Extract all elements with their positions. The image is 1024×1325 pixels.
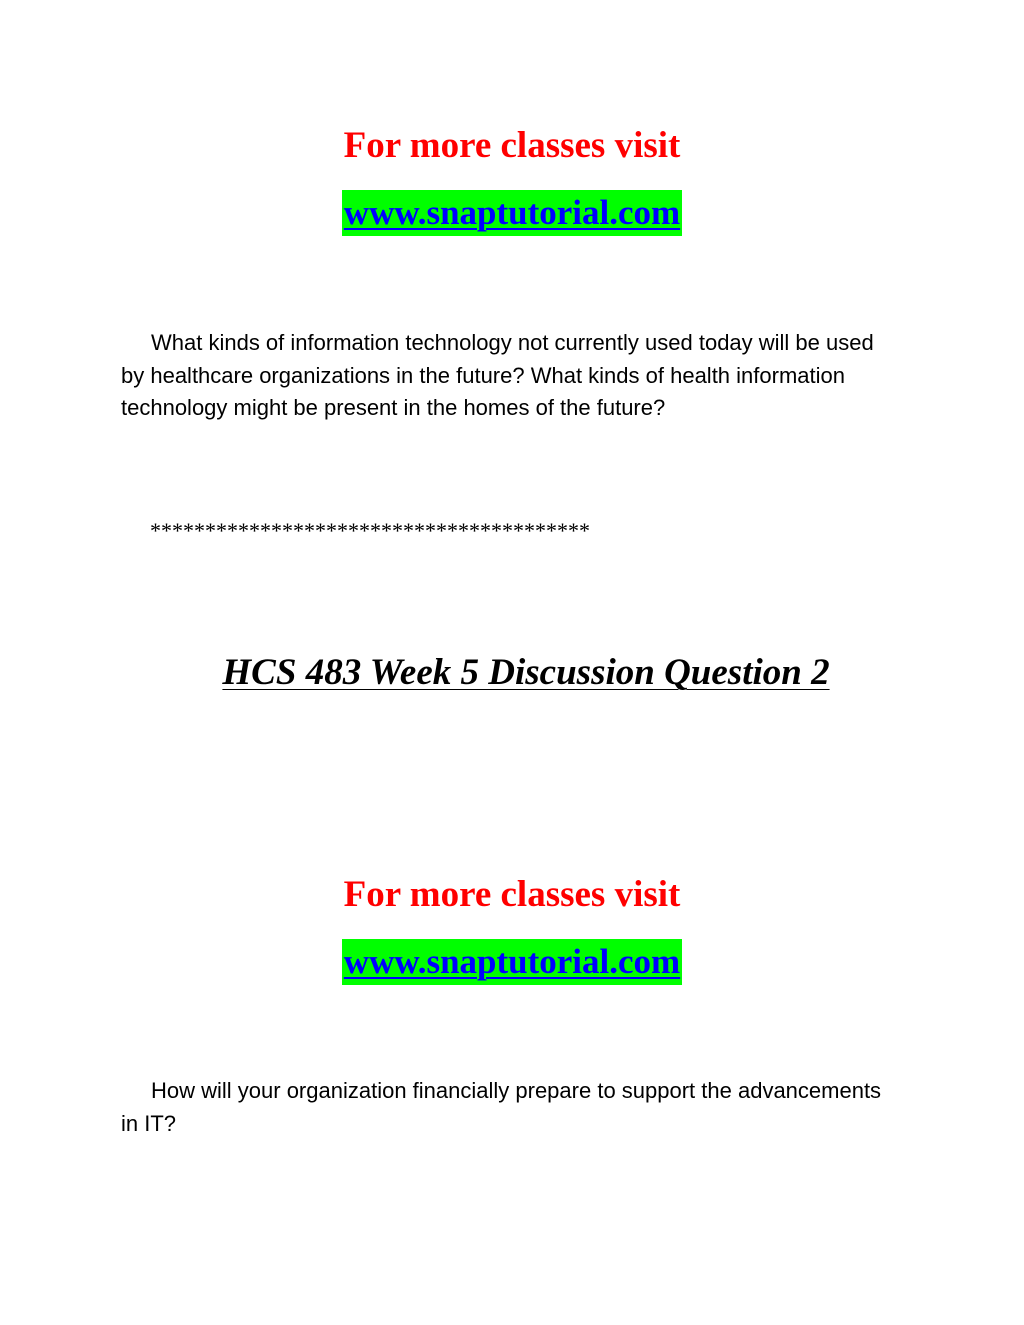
question-1-text: What kinds of information technology not currently used today will be used by healthcare organizations in the future? What kinds of health information technology might be present in the homes of the future? xyxy=(121,330,874,420)
promo-link-wrap-top xyxy=(0,190,1024,236)
snaptutorial-link-top[interactable]: www.snaptutorial.com xyxy=(342,190,682,236)
snaptutorial-link-bottom[interactable]: www.snaptutorial.com xyxy=(342,939,682,985)
section-title: HCS 483 Week 5 Discussion Question 2 xyxy=(222,652,830,693)
promo-heading-bottom: For more classes visit xyxy=(343,874,681,915)
asterisk-separator: **************************************** xyxy=(150,518,590,543)
question-2-text: How will your organization financially prepare to support the advancements in IT? xyxy=(121,1078,882,1136)
promo-link-wrap-bottom xyxy=(0,939,1024,985)
promo-heading-top: For more classes visit xyxy=(343,125,681,166)
